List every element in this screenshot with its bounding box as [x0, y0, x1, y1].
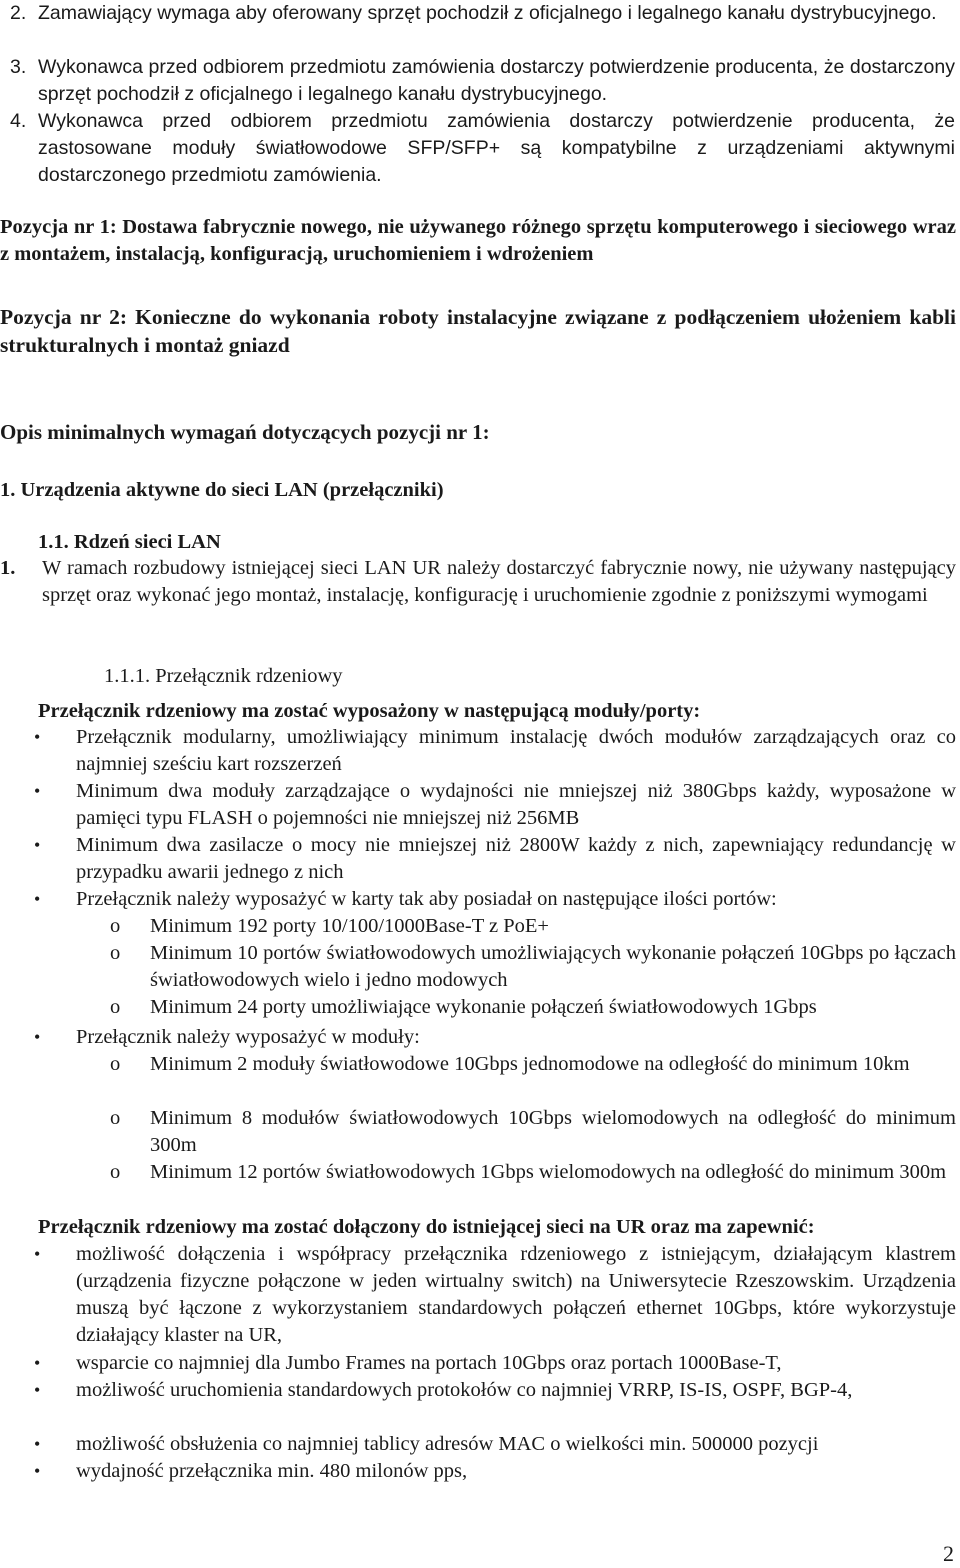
bullet-item: • Przełącznik należy wyposażyć w moduły: — [34, 1024, 956, 1051]
bullet-icon: • — [34, 1380, 41, 1400]
sub-item: o Minimum 10 portów światłowodowych umożliwiających wykonanie połączeń 10Gbps po łączach światłowodowych wielo i jedno modowych — [110, 942, 956, 991]
bullet-item: • Minimum dwa zasilacze o mocy nie mniejszej niż 2800W każdy z nich, zapewniający redundancję w przypadku awarii jednego z nich — [34, 834, 956, 883]
sub-item: o Minimum 2 moduły światłowodowe 10Gbps jednomodowe na odległość do minimum 10km — [110, 1053, 910, 1075]
bullet-item: • możliwość dołączenia i współpracy przełącznika rdzeniowego z istniejącym, działającym klastrem (urządzenia fizyczne połączone w jeden wirtualny switch) na Uniwersytecie Rzeszowskim. Urządzenia muszą być łączone z wykorzystaniem standardowych połączeń ethernet 10Gbps, które wykorzystuje działający klaster na UR, — [34, 1243, 956, 1346]
equipment-heading: Przełącznik rdzeniowy ma zostać wyposażony w następującą moduły/porty: — [38, 700, 701, 722]
subsection-heading: 1.1. Rdzeń sieci LAN — [38, 531, 221, 553]
list-item: 2. Zamawiający wymaga aby oferowany sprzęt pochodził z oficjalnego i legalnego kanału dystrybucyjnego. — [10, 2, 937, 24]
bullet-item: • wsparcie co najmniej dla Jumbo Frames na portach 10Gbps oraz portach 1000Base-T, — [34, 1350, 956, 1377]
bullet-item: • wydajność przełącznika min. 480 milonów pps, — [34, 1458, 956, 1485]
position-1: Pozycja nr 1: Dostawa fabrycznie nowego, nie używanego różnego sprzętu komputerowego i sieciowego wraz z montażem, instalacją, konfiguracją, uruchomieniem i wdrożeniem — [0, 216, 956, 265]
requirements-heading: Opis minimalnych wymagań dotyczących pozycji nr 1: — [0, 420, 490, 444]
list-item: 1. W ramach rozbudowy istniejącej sieci LAN UR należy dostarczyć fabrycznie nowy, nie używany następujący sprzęt oraz wykonać jego montaż, instalację, konfigurację i uruchomienie zgodnie z poniższymi wymogami — [0, 557, 956, 606]
bullet-icon: • — [34, 1434, 41, 1454]
bullet-icon: • — [34, 727, 41, 747]
list-item: 4. Wykonawca przed odbiorem przedmiotu zamówienia dostarczy potwierdzenie producenta, że zastosowane moduły światłowodowe SFP/SFP+ są kompatybilne z urządzeniami aktywnymi dostarczonego przedmiotu zamówienia. — [10, 110, 955, 186]
sub-item: o Minimum 24 porty umożliwiające wykonanie połączeń światłowodowych 1Gbps — [110, 996, 817, 1018]
section-heading: 1. Urządzenia aktywne do sieci LAN (przełączniki) — [0, 479, 444, 501]
bullet-icon: • — [34, 781, 41, 801]
connect-heading: Przełącznik rdzeniowy ma zostać dołączony do istniejącej sieci na UR oraz ma zapewnić: — [38, 1216, 815, 1238]
position-2: Pozycja nr 2: Konieczne do wykonania roboty instalacyjne związane z podłączeniem ułożeniem kabli strukturalnych i montaż gniazd — [0, 305, 956, 357]
bullet-item: • Przełącznik należy wyposażyć w karty tak aby posiadał on następujące ilości portów: — [34, 886, 956, 913]
bullet-icon: • — [34, 1461, 41, 1481]
bullet-icon: • — [34, 1027, 41, 1047]
sub-item: o Minimum 12 portów światłowodowych 1Gbps wielomodowych na odległość do minimum 300m — [110, 1161, 947, 1183]
bullet-item: • możliwość obsłużenia co najmniej tablicy adresów MAC o wielkości min. 500000 pozycji — [34, 1431, 956, 1458]
bullet-icon: • — [34, 1353, 41, 1373]
bullet-item: • Przełącznik modularny, umożliwiający minimum instalację dwóch modułów zarządzających oraz co najmniej sześciu kart rozszerzeń — [34, 726, 956, 775]
bullet-icon: • — [34, 889, 41, 909]
list-item: 3. Wykonawca przed odbiorem przedmiotu zamówienia dostarczy potwierdzenie producenta, że dostarczony sprzęt pochodził z oficjalnego i legalnego kanału dystrybucyjnego. — [10, 56, 955, 105]
subsubsection-heading: 1.1.1. Przełącznik rdzeniowy — [104, 665, 343, 687]
sub-item: o Minimum 192 porty 10/100/1000Base-T z PoE+ — [110, 915, 549, 937]
bullet-icon: • — [34, 835, 41, 855]
sub-item: o Minimum 8 modułów światłowodowych 10Gbps wielomodowych na odległość do minimum 300m — [110, 1107, 956, 1156]
page-number: 2 — [943, 1541, 954, 1566]
bullet-item: • możliwość uruchomienia standardowych protokołów co najmniej VRRP, IS-IS, OSPF, BGP-4, — [34, 1377, 956, 1404]
bullet-icon: • — [34, 1244, 41, 1264]
bullet-item: • Minimum dwa moduły zarządzające o wydajności nie mniejszej niż 380Gbps każdy, wyposażone w pamięci typu FLASH o pojemności nie mniejszej niż 256MB — [34, 780, 956, 829]
